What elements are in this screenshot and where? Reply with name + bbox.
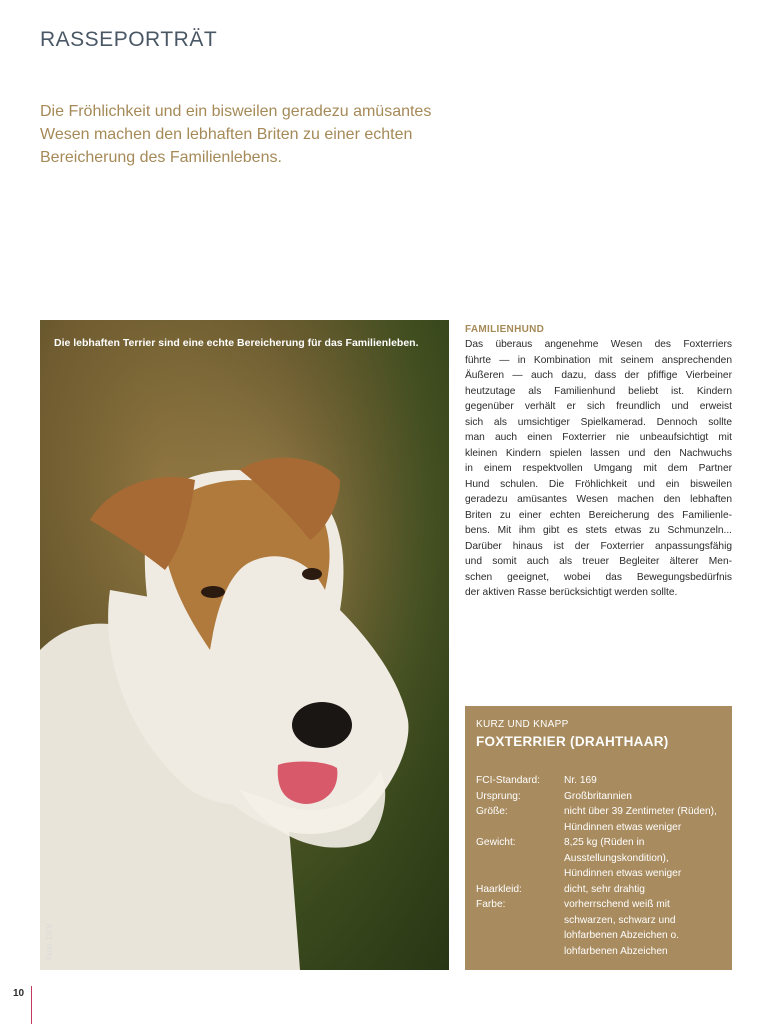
dog-photo [40, 320, 449, 970]
article-line: gegenüber verhält er sich freundlich und erweist [465, 401, 732, 412]
article-line: und somit auch als treuer Begleiter älterer Men- [465, 556, 732, 567]
info-label: Größe: [476, 806, 508, 817]
info-value [564, 804, 717, 835]
info-label: Farbe: [476, 899, 506, 910]
info-row [476, 835, 721, 882]
dog-eye-left [201, 586, 225, 598]
info-value-line: Nr. 169 [564, 775, 597, 786]
info-value-line: Hündinnen etwas weniger [564, 821, 682, 833]
article-line: Darüber hinaus ist der Foxterrier anpassungsfähig [465, 540, 732, 552]
article-line: geradezu amüsantes Wesen machen den lebhaften [465, 494, 732, 505]
info-value-line: schwarzen, schwarz und [564, 914, 676, 926]
info-label: Haarkleid: [476, 883, 522, 895]
info-value-line: lohfarbenen Abzeichen [564, 945, 668, 957]
info-row [476, 789, 721, 805]
dog-eye-right [302, 568, 322, 580]
article-line: führte — in Kombination mit seinem ansprechenden [465, 354, 732, 366]
info-value-line: nicht über 39 Zentimeter (Rüden), [564, 806, 717, 817]
info-label: FCI-Standard: [476, 775, 540, 786]
photo-credit: Foto: DFV [45, 923, 54, 960]
info-value-line: Großbritannien [564, 790, 632, 802]
info-row [476, 897, 721, 959]
article-line: Äußeren — auch dazu, dass der pfiffige Vierbeiner [465, 370, 732, 381]
photo-caption: Die lebhaften Terrier sind eine echte Bereicherung für das Familienleben. [54, 337, 419, 349]
lead-line: Wesen machen den lebhaften Briten zu einer echten [40, 126, 413, 143]
info-value-line: lohfarbenen Abzeichen o. [564, 930, 679, 941]
info-value [564, 835, 681, 882]
info-title: FOXTERRIER (DRAHTHAAR) [476, 734, 669, 749]
info-box [465, 706, 732, 970]
article-heading: FAMILIENHUND [465, 324, 545, 335]
article-line: Hund schulen. Die Fröhlichkeit und ein bisweilen [465, 478, 732, 490]
info-kicker: KURZ UND KNAPP [476, 719, 569, 730]
lead-paragraph [40, 100, 460, 169]
article-line: Das überaus angenehme Wesen des Foxterriers [465, 339, 732, 350]
lead-line: Bereicherung des Familienlebens. [40, 149, 282, 166]
article-line: man auch einen Foxterrier nie unbeaufsichtigt mit [465, 432, 732, 443]
info-value [564, 789, 632, 805]
info-value-line: Ausstellungskondition), [564, 852, 669, 864]
article-line: heutzutage als Familienhund beliebt ist. Kindern [465, 385, 732, 397]
article-line: kleinen Kindern spielen lassen und den Nachwuchs [465, 447, 732, 459]
info-table [476, 773, 721, 959]
info-row [476, 804, 721, 835]
info-value [564, 773, 597, 789]
dog-illustration [40, 320, 449, 970]
article-line: schen geeignet, wobei das Bewegungsbedürfnis [465, 571, 732, 583]
info-label: Gewicht: [476, 837, 516, 848]
page-rule [31, 986, 32, 1024]
article-line: Briten zu einer echten Bereicherung des Familienle- [465, 509, 732, 521]
info-value [564, 882, 645, 898]
page-number: 10 [13, 988, 25, 999]
article-line: der aktiven Rasse berücksichtigt werden sollte. [465, 587, 678, 598]
lead-line: Die Fröhlichkeit und ein bisweilen geradezu amüsantes [40, 103, 432, 120]
info-value-line: dicht, sehr drahtig [564, 883, 645, 895]
article-line: bens. Mit ihm gibt es stets etwas zu Schmunzeln... [465, 525, 732, 536]
info-row [476, 882, 721, 898]
info-value-line: 8,25 kg (Rüden in [564, 837, 645, 848]
info-value-line: Hündinnen etwas weniger [564, 868, 682, 879]
article-column [465, 324, 732, 601]
article-line: in einem respektvollen Umgang mit dem Partner [465, 463, 732, 474]
dog-nose [292, 702, 352, 748]
info-value [564, 897, 679, 959]
section-title: RASSEPORTRÄT [40, 28, 218, 51]
info-row [476, 773, 721, 789]
article-line: sich als umsichtiger Spielkamerad. Dennoch sollte [465, 416, 732, 428]
article-text [465, 337, 732, 601]
info-value-line: vorherrschend weiß mit [564, 899, 670, 910]
info-label: Ursprung: [476, 790, 521, 802]
